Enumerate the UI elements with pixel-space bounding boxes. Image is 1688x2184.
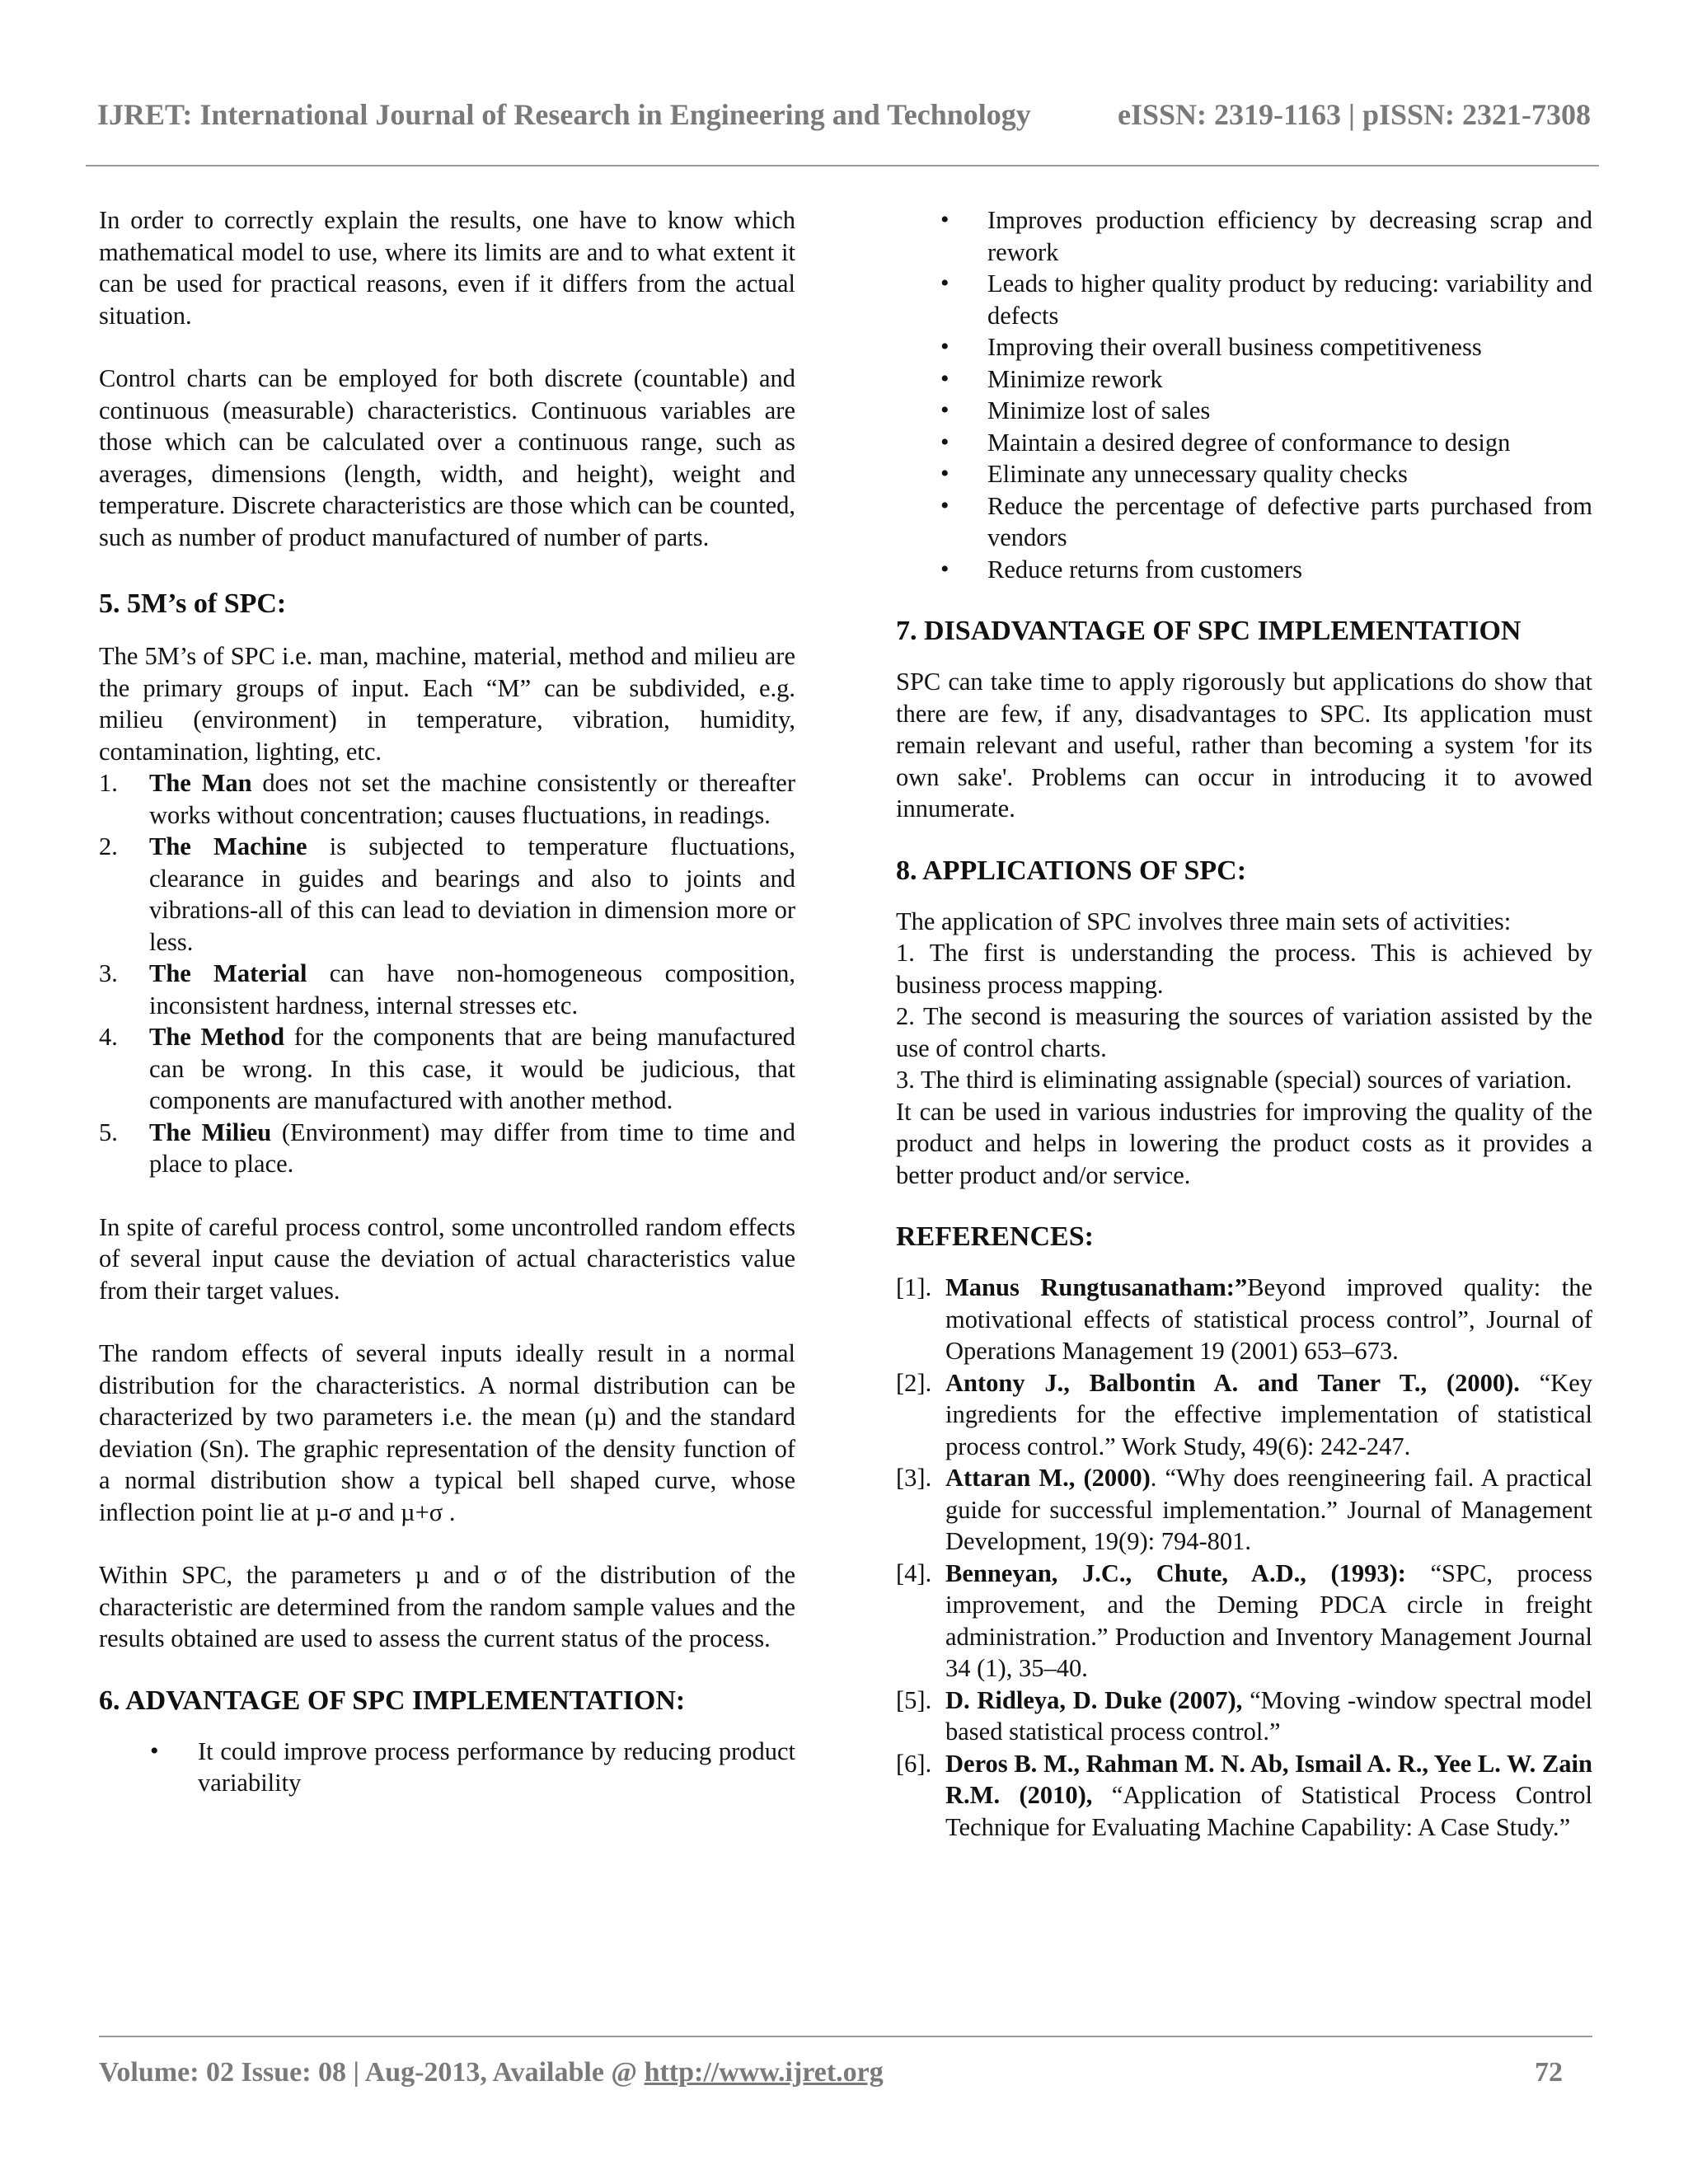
left-column: [99, 204, 795, 1799]
paragraph: 1. The first is understanding the process. This is achieved by business process mapping.: [896, 939, 1592, 999]
reference-item: [1]. Manus Rungtusanatham:”Beyond improved quality: the motivational effects of statistical process control”, Journal of Operations Management 19 (2001) 653–673.: [896, 1273, 1593, 1365]
five-m-list: [99, 767, 795, 1180]
section-heading-6: 6. ADVANTAGE OF SPC IMPLEMENTATION:: [99, 1685, 686, 1716]
list-item: • Reduce the percentage of defective parts purchased from vendors: [940, 491, 1592, 551]
list-item: • Eliminate any unnecessary quality checks: [987, 458, 1592, 490]
list-item: • Minimize rework: [987, 363, 1592, 396]
paragraph: The application of SPC involves three main sets of activities:: [896, 907, 1512, 935]
list-item: 2. The Machine is subjected to temperature fluctuations, clearance in guides and bearings and also to joints and vibrations-all of this can lead to deviation in dimension more or less.: [99, 832, 795, 956]
reference-item: [4]. Benneyan, J.C., Chute, A.D., (1993): “SPC, process improvement, and the Deming PDCA circle in freight administration.” Production and Inventory Management Journal 34 (1), 35–40.: [896, 1558, 1592, 1682]
bullet-icon: •: [940, 396, 950, 424]
bullet-icon: •: [940, 491, 950, 519]
list-item: • Leads to higher quality product by reducing: variability and defects: [940, 269, 1592, 330]
list-item: • Improves production efficiency by decreasing scrap and rework: [940, 206, 1592, 266]
section-heading-7: 7. DISADVANTAGE OF SPC IMPLEMENTATION: [896, 616, 1522, 646]
running-footer: [99, 2057, 1563, 2088]
section-heading-8: 8. APPLICATIONS OF SPC:: [896, 855, 1247, 886]
footer-divider: [99, 2036, 1592, 2037]
paragraph: It can be used in various industries for improving the quality of the product and helps in lowering the product costs as it provides a better product and/or service.: [896, 1097, 1592, 1189]
journal-link[interactable]: http://www.ijret.org: [644, 2057, 884, 2088]
reference-item: [5]. D. Ridleya, D. Duke (2007), “Moving -window spectral model based statistical process control.”: [896, 1685, 1592, 1746]
right-column: [896, 204, 1592, 1843]
issn-info: eISSN: 2319-1163 | pISSN: 2321-7308: [1118, 98, 1591, 131]
running-header: [97, 97, 1591, 132]
paragraph: In spite of careful process control, some uncontrolled random effects of several input cause the deviation of actual characteristics value from their target values.: [99, 1212, 795, 1305]
list-item: • Improving their overall business competitiveness: [987, 331, 1592, 363]
bullet-icon: •: [940, 364, 950, 392]
bullet-icon: •: [940, 333, 950, 360]
paragraph: The 5M’s of SPC i.e. man, machine, material, method and milieu are the primary groups of input. Each “M” can be subdivided, e.g. milieu (environment) in temperature, vibration, humidity, contamination, lighting, etc.: [99, 642, 795, 766]
paragraph: In order to correctly explain the results, one have to know which mathematical model to use, where its limits are and to what extent it can be used for practical reasons, even if it differs from the actual situation.: [99, 206, 795, 330]
references-heading: REFERENCES:: [896, 1221, 1094, 1252]
page-number: 72: [1535, 2057, 1563, 2088]
section-heading-5: 5. 5M’s of SPC:: [99, 588, 287, 619]
list-item: • Reduce returns from customers: [987, 554, 1592, 586]
list-item: 5. The Milieu (Environment) may differ from time to time and place to place.: [99, 1118, 796, 1178]
reference-list: [896, 1272, 1592, 1843]
list-item: 4. The Method for the components that are being manufactured can be wrong. In this case, it would be judicious, that components are manufactured with another method.: [99, 1023, 796, 1114]
paragraph: 3. The third is eliminating assignable (special) sources of variation.: [896, 1066, 1573, 1094]
bullet-icon: •: [940, 555, 950, 583]
bullet-icon: •: [940, 460, 950, 487]
reference-item: [2]. Antony J., Balbontin A. and Taner T., (2000). “Key ingredients for the effective implementation of statistical process control.” Work Study, 49(6): 242-247.: [896, 1368, 1592, 1460]
bullet-icon: •: [940, 206, 950, 233]
list-item: • Minimize lost of sales: [987, 395, 1592, 427]
reference-item: [6]. Deros B. M., Rahman M. N. Ab, Ismail A. R., Yee L. W. Zain R.M. (2010), “Application of Statistical Process Control Technique for Evaluating Machine Capability: A Case Study.”: [896, 1749, 1592, 1841]
reference-item: [3]. Attaran M., (2000). “Why does reengineering fail. A practical guide for successful implementation.” Journal of Management Development, 19(9): 794-801.: [896, 1464, 1592, 1555]
list-item: 1. The Man does not set the machine consistently or thereafter works without concentration; causes fluctuations, in readings.: [99, 769, 795, 829]
journal-title: IJRET: International Journal of Research in Engineering and Technology: [97, 98, 1031, 131]
bullet-icon: •: [150, 1736, 159, 1765]
paragraph: 2. The second is measuring the sources of variation assisted by the use of control charts.: [896, 1002, 1592, 1062]
list-item: 3. The Material can have non-homogeneous composition, inconsistent hardness, internal stresses etc.: [99, 959, 796, 1019]
header-divider: [86, 165, 1599, 166]
bullet-icon: •: [940, 269, 950, 297]
advantage-list: [99, 1736, 795, 1799]
paragraph: Within SPC, the parameters µ and σ of the distribution of the characteristic are determined from the random sample values and the results obtained are used to assess the current status of the process.: [99, 1561, 795, 1652]
bullet-icon: •: [940, 428, 950, 456]
list-item: • It could improve process performance by reducing product variability: [150, 1736, 795, 1797]
advantage-list-continued: [896, 204, 1592, 585]
paragraph: SPC can take time to apply rigorously but applications do show that there are few, if any, disadvantages to SPC. Its application must remain relevant and useful, rather than becoming a system 'for its own sake'. Problems can occur in introducing it to avowed innumerate.: [896, 668, 1592, 823]
volume-info: Volume: 02 Issue: 08 | Aug-2013, Available @ http://www.ijret.org: [99, 2057, 884, 2088]
paragraph: Control charts can be employed for both discrete (countable) and continuous (measurable) characteristics. Continuous variables are those which can be calculated over a continuous range, such as averages, dimensions (length, width, and height), weight and temperature. Discrete characteristics are those which can be counted, such as number of product manufactured of number of parts.: [99, 364, 795, 551]
list-item: • Maintain a desired degree of conformance to design: [987, 427, 1592, 459]
paragraph: The random effects of several inputs ideally result in a normal distribution for the characteristics. A normal distribution can be characterized by two parameters i.e. the mean (µ) and the standard deviation (Sn). The graphic representation of the density function of a normal distribution show a typical bell shaped curve, whose inflection point lie at µ-σ and µ+σ .: [99, 1339, 795, 1526]
